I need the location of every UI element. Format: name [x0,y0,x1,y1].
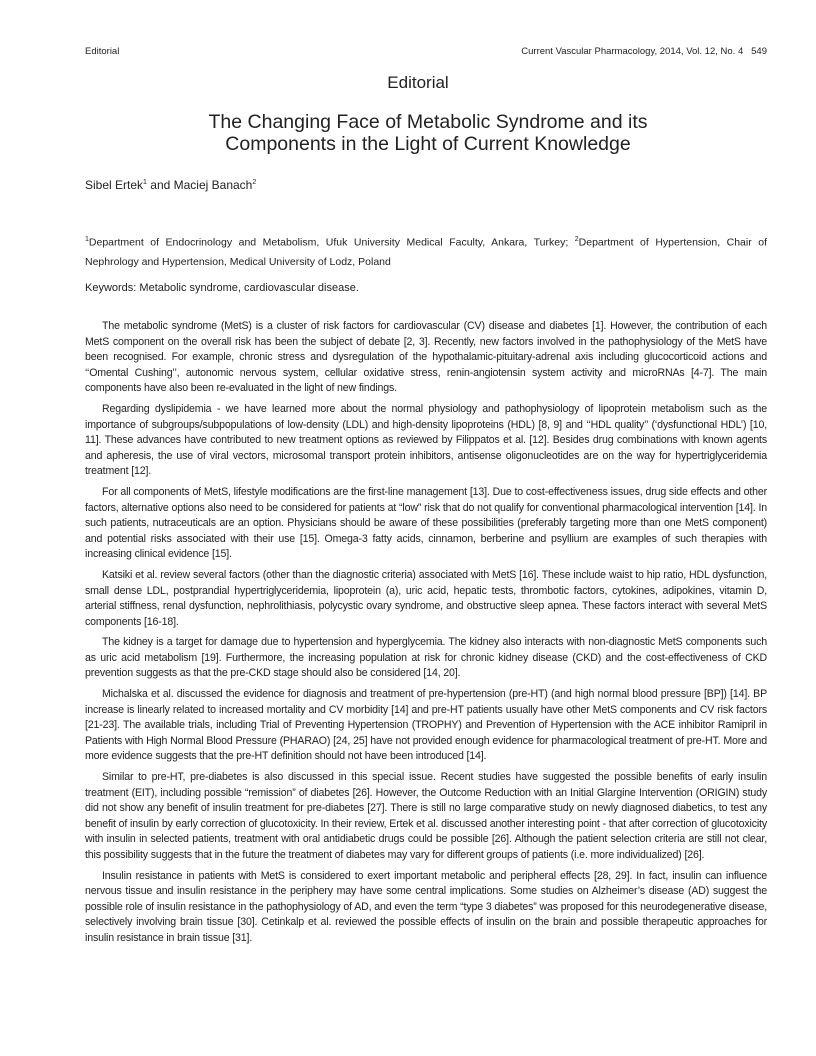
title-line-1: The Changing Face of Metabolic Syndrome and its [208,111,648,133]
paragraph: For all components of MetS, lifestyle modifications are the first-line management [13]. Due to cost-effectiveness issues, drug side effects and other factors, alternative options also need to be considered for patients at “low” risk that do not qualify for conventional pharmacological intervention [14]. In such patients, nutraceuticals are an option. Physicians should be aware of these possibilities (preferably targeting more than one MetS component) and potential risks associated with their use [15]. Omega-3 fatty acids, cinnamon, berberine and psyllium are examples of such therapies with increasing clinical evidence [15]. [85,485,767,561]
authors [85,178,256,192]
keywords [85,282,359,294]
affil-1: Department of Endocrinology and Metabolism, Ufuk University Medical Faculty, Ankara, Turkey; [88,236,575,249]
paragraph: Similar to pre-HT, pre-diabetes is also discussed in this special issue. Recent studies have suggested the possible benefits of early insulin treatment (EIT), including possible “remission” of diabetes [26]. However, the Outcome Reduction with an Initial Glargine Intervention (ORIGIN) study did not show any benefit of insulin treatment for pre-diabetes [27]. There is still no large comparative study on newly diagnosed diabetics, to test any benefit of insulin by early correction of glucotoxicity. In their review, Ertek et al. discussed another interesting point - that after correction of glucotoxicity with insulin in selected patients, treatment with oral antidiabetic drugs could be possible [26]. Although the patient selection criteria are still not clear, this possibility suggests that in the future the treatment of diabetes may vary for different groups of patients (i.e. more individualized) [26]. [85,771,767,861]
keywords-value: Metabolic syndrome, cardiovascular disease. [136,282,359,294]
affiliations [85,230,767,272]
paragraph: The metabolic syndrome (MetS) is a cluster of risk factors for cardiovascular (CV) disease and diabetes [1]. However, the contribution of each MetS component on the overall risk has been the subject of debate [2, 3]. Recently, new factors involved in the pathophysiology of the MetS have been recognised. For example, chronic stress and dysregulation of the hypothalamic-pituitary-adrenal axis including glucocorticoid actions and ‘‘Omental Cushing’’, autonomic nervous system, cellular oxidative stress, renin-angiotensin system activity and microRNAs [4-7]. The main components have also been re-evaluated in the light of new findings. [85,320,767,395]
authors-and: and [146,178,174,192]
keywords-label: Keywords: [85,282,137,294]
title-line-2: Components in the Light of Current Knowledge [225,133,631,155]
header-journal: Current Vascular Pharmacology, 2014, Vol. 12, No. 4 549 [521,46,767,57]
author-2: Maciej Banach [173,178,253,192]
header-section: Editorial [85,46,120,57]
author-1-sup: 1 [143,179,147,186]
section-title: Editorial [387,73,449,92]
affil-2: Department of Hypertension, Chair of Nephrology and Hypertension, Medical University of Lodz, Poland [85,236,767,268]
article-body [85,319,767,952]
paragraph: Insulin resistance in patients with MetS is considered to exert important metabolic and peripheral effects [28, 29]. In fact, insulin can influence nervous tissue and insulin resistance in the periphery may have some central implications. Some studies on Alzheimer’s disease (AD) suggest the possible role of insulin resistance in the pathophysiology of AD, and even the term “type 3 diabetes” was proposed for this neurodegenerative disease, selectively involving brain tissue [30]. Cetinkalp et al. reviewed the possible effects of insulin on the brain and possible therapeutic approaches for insulin resistance in brain tissue [31]. [85,869,767,944]
paragraph: Regarding dyslipidemia - we have learned more about the normal physiology and pathophysiology of lipoprotein metabolism such as the importance of subgroups/subpopulations of low-density (LDL) and high-density lipoproteins (HDL) [8, 9] and ‘‘HDL quality’’ (‘dysfunctional HDL’) [10, 11]. These advances have contributed to new treatment options as reviewed by Filippatos et al. [12]. Besides drug combinations with known agents and apheresis, the use of viral vectors, microsomal transport protein inhibitors, antisense oligonucleotides are on the way for hypertriglyceridemia treatment [12]. [85,402,767,478]
running-header [85,46,767,57]
author-2-sup: 2 [252,179,257,186]
paragraph: Michalska et al. discussed the evidence for diagnosis and treatment of pre-hypertension (pre-HT) (and high normal blood pressure [BP]) [14]. BP increase is linearly related to increased mortality and CV morbidity [14] and pre-HT patients usually have other MetS components and CV risk factors [21-23]. The available trials, including Trial of Preventing Hypertension (TROPHY) and Prevention of Hypertension with the ACE inhibitor Ramipril in Patients with High Normal Blood Pressure (PHARAO) [24, 25] have not provided enough evidence for pharmacological treatment of pre-HT. More and more evidence suggests that the pre-HT definition should not have been introduced [14]. [85,688,767,763]
author-1: Sibel Ertek [85,178,144,192]
affil-sup-2: 2 [574,236,579,243]
paragraph: Katsiki et al. review several factors (other than the diagnostic criteria) associated with MetS [16]. These include waist to hip ratio, HDL dysfunction, small dense LDL, postprandial hypertriglyceridemia, lipoprotein (a), uric acid, hepatic tests, thrombotic factors, cytokines, adipokines, vitamin D, arterial stiffness, renal dysfunction, nephrolithiasis, polycystic ovary syndrome, and obstructive sleep apnea. These factors interact with several MetS components [16-18]. [85,568,767,628]
article-title [130,111,726,155]
paragraph: The kidney is a target for damage due to hypertension and hyperglycemia. The kidney also interacts with non-diagnostic MetS components such as uric acid metabolism [19]. Furthermore, the increasing population at risk for chronic kidney disease (CKD) and the cost-effectiveness of CKD prevention suggests as that the pre-CKD stage should also be considered [14, 20]. [85,636,767,680]
affil-sup-1: 1 [85,236,89,243]
